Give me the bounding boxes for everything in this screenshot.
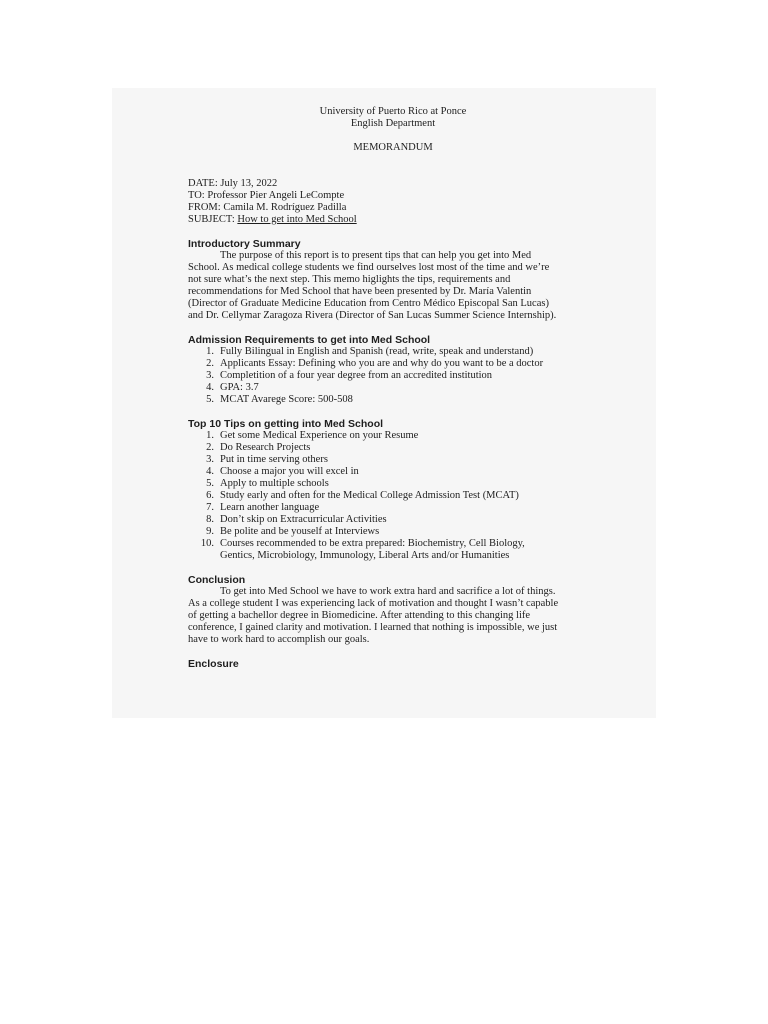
list-text: Choose a major you will excel in: [220, 466, 359, 477]
subject-line: [188, 214, 598, 226]
list-item: [188, 502, 598, 514]
list-item: [188, 358, 598, 370]
list-number: 1.: [206, 430, 214, 441]
list-number: 6.: [206, 490, 214, 501]
institution-name: University of Puerto Rico at Ponce: [319, 106, 467, 117]
list-number: 2.: [206, 358, 214, 369]
list-text: Learn another language: [220, 502, 320, 513]
list-text: Don’t skip on Extracurricular Activities: [220, 514, 387, 525]
date-line: [188, 178, 598, 190]
list-number: 10.: [200, 538, 214, 549]
list-item: [188, 394, 598, 406]
list-text-continued: Gentics, Microbiology, Immunology, Liberal Arts and/or Humanities: [220, 550, 510, 561]
conclusion-heading: Conclusion: [188, 574, 246, 586]
from-label: FROM:: [188, 202, 221, 213]
list-number: 3.: [206, 454, 214, 465]
conclusion-paragraph: [188, 586, 598, 646]
list-number: 4.: [206, 382, 214, 393]
list-text: MCAT Avarege Score: 500-508: [220, 394, 353, 405]
department-name: English Department: [350, 118, 436, 129]
to-value: Professor Pier Angeli LeCompte: [207, 190, 345, 201]
list-item: [188, 454, 598, 466]
list-item: [188, 442, 598, 454]
list-text: Do Research Projects: [220, 442, 311, 453]
requirements-list: [188, 346, 598, 406]
list-text: Get some Medical Experience on your Resume: [220, 430, 419, 441]
memo-meta: [188, 178, 598, 226]
intro-line: recommendations for Med School that have been presented by Dr. María Valentin: [188, 286, 532, 297]
list-item: [188, 430, 598, 442]
list-text: Fully Bilingual in English and Spanish (read, write, speak and understand): [220, 346, 534, 357]
list-number: 8.: [206, 514, 214, 525]
list-number: 9.: [206, 526, 214, 537]
tips-list: [188, 430, 598, 562]
intro-heading: Introductory Summary: [188, 238, 301, 250]
list-item: [188, 538, 598, 562]
list-item: [188, 490, 598, 502]
intro-line: and Dr. Cellymar Zaragoza Rivera (Director of San Lucas Summer Science Internship).: [188, 310, 557, 321]
intro-paragraph: [188, 250, 598, 322]
list-item: [188, 514, 598, 526]
intro-line: The purpose of this report is to present tips that can help you get into Med: [220, 250, 532, 261]
to-label: TO:: [188, 190, 205, 201]
intro-line: not sure what’s the next step. This memo higlights the tips, requirements and: [188, 274, 511, 285]
from-line: [188, 202, 598, 214]
conclusion-line: As a college student I was experiencing lack of motivation and thought I wasn’t capable: [188, 598, 559, 609]
list-text: Completition of a four year degree from an accredited institution: [220, 370, 493, 381]
list-item: [188, 478, 598, 490]
intro-line: (Director of Graduate Medicine Education from Centro Médico Episcopal San Lucas): [188, 298, 549, 309]
conclusion-line: of getting a bachellor degree in Biomedicine. After attending to this changing life: [188, 610, 531, 621]
list-text: Courses recommended to be extra prepared: Biochemistry, Cell Biology,: [220, 538, 525, 549]
subject-label: SUBJECT:: [188, 214, 235, 225]
list-text: Apply to multiple schools: [220, 478, 329, 489]
list-item: [188, 466, 598, 478]
list-text: Put in time serving others: [220, 454, 328, 465]
subject-value: How to get into Med School: [237, 214, 357, 225]
list-number: 5.: [206, 394, 214, 405]
list-text: Be polite and be youself at Interviews: [220, 526, 380, 537]
requirements-heading: Admission Requirements to get into Med School: [188, 334, 431, 346]
letterhead: [188, 106, 598, 130]
to-line: [188, 190, 598, 202]
list-number: 3.: [206, 370, 214, 381]
conclusion-line: conference, I gained clarity and motivation. I learned that nothing is impossible, we just: [188, 622, 558, 633]
conclusion-line: To get into Med School we have to work extra hard and sacrifice a lot of things.: [220, 586, 556, 597]
enclosure-heading: Enclosure: [188, 658, 239, 670]
list-number: 4.: [206, 466, 214, 477]
memo-title: MEMORANDUM: [353, 142, 433, 153]
list-item: [188, 346, 598, 358]
list-number: 5.: [206, 478, 214, 489]
intro-line: School. As medical college students we find ourselves lost most of the time and we’re: [188, 262, 550, 273]
list-text: Applicants Essay: Defining who you are and why do you want to be a doctor: [220, 358, 544, 369]
date-label: DATE:: [188, 178, 218, 189]
list-text: GPA: 3.7: [220, 382, 259, 393]
list-number: 1.: [206, 346, 214, 357]
list-text: Study early and often for the Medical College Admission Test (MCAT): [220, 490, 519, 501]
tips-heading: Top 10 Tips on getting into Med School: [188, 418, 384, 430]
list-item: [188, 382, 598, 394]
list-number: 2.: [206, 442, 214, 453]
conclusion-line: have to work hard to accomplish our goals.: [188, 634, 370, 645]
list-item: [188, 526, 598, 538]
from-value: Camila M. Rodríguez Padilla: [223, 202, 347, 213]
date-value: July 13, 2022: [220, 178, 278, 189]
list-item: [188, 370, 598, 382]
memo-document: [188, 106, 598, 670]
list-number: 7.: [206, 502, 214, 513]
